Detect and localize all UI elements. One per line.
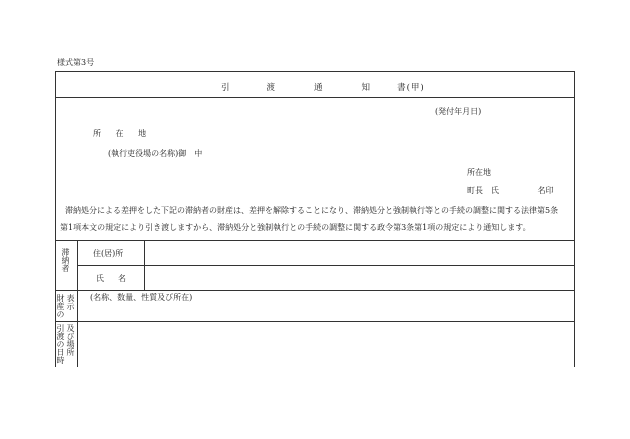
body-divider — [55, 240, 575, 241]
handover-label-right: 及び場所 — [66, 324, 75, 356]
address-name-divider — [77, 265, 575, 266]
title-char-5: 書(甲) — [397, 83, 425, 93]
label-column-divider — [77, 240, 78, 367]
handover-label-left: 引渡の日時 — [56, 324, 65, 364]
property-label-left: 財産の — [56, 294, 65, 318]
recipient: (執行吏役場の名称)御 中 — [108, 149, 203, 158]
property-note: (名称、数量、性質及び所在) — [90, 293, 193, 302]
address-row-label: 住(居)所 — [93, 249, 124, 258]
title-char-3: 通 — [314, 83, 324, 93]
row-label-divider — [144, 240, 145, 290]
property-label-right: 表示 — [66, 294, 75, 310]
title-char-4: 知 — [361, 83, 372, 93]
mayor-label: 町長 氏 — [467, 186, 499, 195]
delinquent-label: 滞納者 — [61, 248, 70, 272]
document-title — [221, 81, 425, 93]
property-handover-divider — [55, 321, 575, 322]
sender-mayor — [467, 185, 554, 196]
title-char-1: 引 — [221, 83, 231, 93]
body-text-line-2: 第1項本文の規定により引き渡しますから、滞納処分と強制執行との手続の調整に関する政令第3条第1項の規定により通知します。 — [60, 223, 531, 232]
name-row-label: 氏 名 — [96, 274, 129, 283]
sender-location-label: 所在地 — [467, 168, 491, 177]
seal-label: 名印 — [537, 186, 554, 195]
issue-date: (発付年月日) — [435, 107, 482, 116]
address-label: 所 在 地 — [93, 129, 153, 138]
body-text-line-1: 滞納処分による差押をした下記の滞納者の財産は、差押を解除することになり、滞納処分と強制執行等との手続の調整に関する法律第5条 — [65, 206, 559, 215]
title-char-2: 渡 — [266, 83, 277, 93]
delinquent-property-divider — [55, 290, 575, 291]
title-divider — [55, 97, 575, 98]
form-number: 様式第3号 — [57, 58, 95, 67]
